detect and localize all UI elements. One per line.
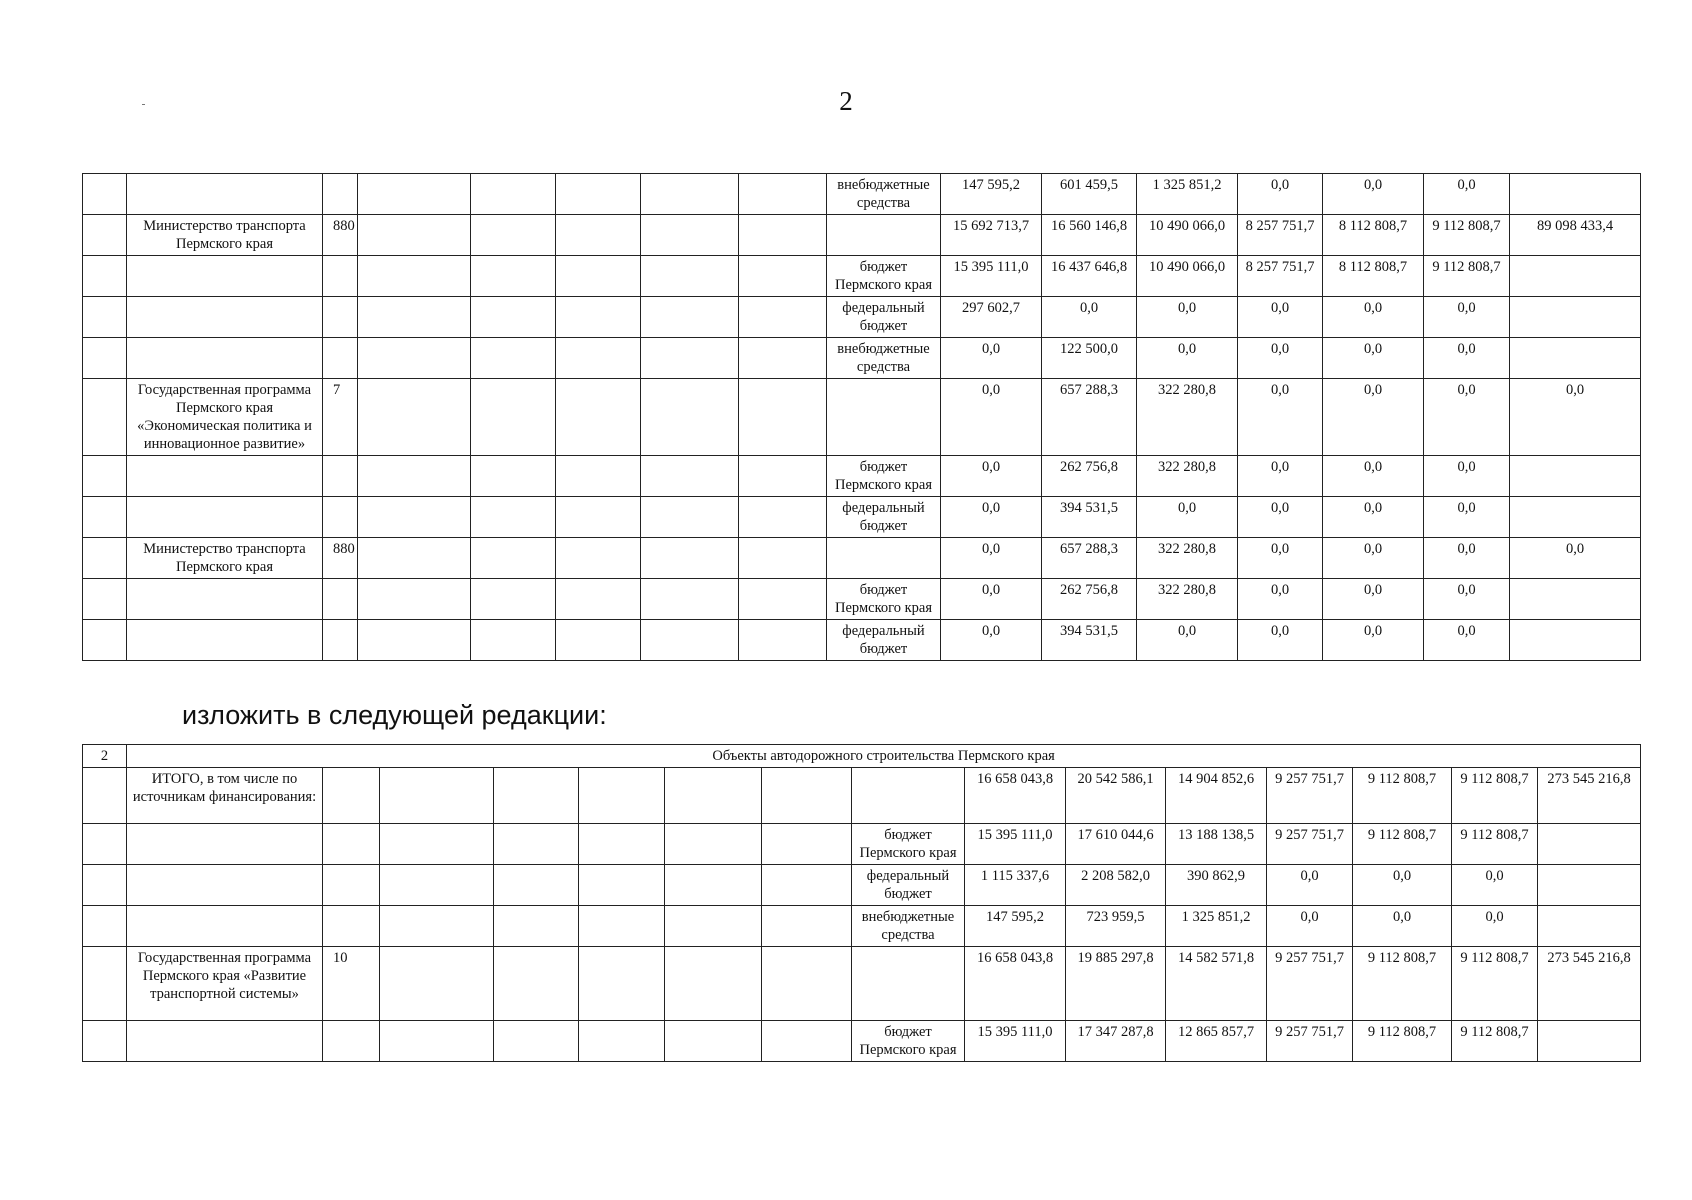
table-cell: 657 288,3	[1042, 379, 1137, 456]
table-cell: 14 582 571,8	[1166, 947, 1267, 1021]
table-cell	[665, 906, 762, 947]
table-cell	[556, 379, 641, 456]
table-cell	[827, 379, 941, 456]
table-cell	[556, 297, 641, 338]
table-cell	[380, 947, 494, 1021]
table-cell: 0,0	[1238, 620, 1323, 661]
table-cell: 262 756,8	[1042, 579, 1137, 620]
table-cell	[471, 338, 556, 379]
table-cell: 16 437 646,8	[1042, 256, 1137, 297]
table-cell: 0,0	[1424, 297, 1510, 338]
table-cell	[641, 379, 739, 456]
table-cell	[323, 865, 380, 906]
table-cell	[1538, 1021, 1641, 1062]
table-cell	[380, 1021, 494, 1062]
table-cell	[494, 768, 579, 824]
table-cell: 122 500,0	[1042, 338, 1137, 379]
revision-heading: изложить в следующей редакции:	[182, 700, 607, 730]
table-cell: 9 112 808,7	[1452, 947, 1538, 1021]
table-cell: 0,0	[1424, 579, 1510, 620]
table-cell	[827, 215, 941, 256]
table-cell: 9 257 751,7	[1267, 1021, 1353, 1062]
table-cell: 12 865 857,7	[1166, 1021, 1267, 1062]
table-cell	[127, 579, 323, 620]
table-cell	[579, 1021, 665, 1062]
table-cell	[83, 497, 127, 538]
table-row	[83, 215, 1641, 256]
table-cell: 8 112 808,7	[1323, 256, 1424, 297]
table-cell	[471, 620, 556, 661]
table-cell: 9 112 808,7	[1452, 768, 1538, 824]
table-cell	[380, 906, 494, 947]
table-cell: 20 542 586,1	[1066, 768, 1166, 824]
table-cell	[380, 768, 494, 824]
table-cell	[579, 906, 665, 947]
table-row	[83, 1021, 1641, 1062]
table-cell: 657 288,3	[1042, 538, 1137, 579]
table-cell	[1538, 865, 1641, 906]
table-cell: 0,0	[941, 579, 1042, 620]
table-cell: 17 347 287,8	[1066, 1021, 1166, 1062]
table-cell: 0,0	[1424, 174, 1510, 215]
table-cell: 10 490 066,0	[1137, 215, 1238, 256]
table-cell	[739, 620, 827, 661]
table-cell	[1510, 456, 1641, 497]
table-cell	[762, 1021, 852, 1062]
table-cell: 1 115 337,6	[965, 865, 1066, 906]
table-row	[83, 538, 1641, 579]
table-cell: 15 395 111,0	[965, 1021, 1066, 1062]
table-cell	[127, 1021, 323, 1062]
table-cell: 0,0	[941, 456, 1042, 497]
table-cell: 9 112 808,7	[1452, 824, 1538, 865]
table-cell: 0,0	[1353, 865, 1452, 906]
table-cell	[1510, 497, 1641, 538]
table-cell	[380, 865, 494, 906]
table-cell: 15 395 111,0	[965, 824, 1066, 865]
table-cell	[83, 379, 127, 456]
table-cell	[323, 256, 358, 297]
table-cell	[739, 538, 827, 579]
table-cell: 0,0	[1137, 620, 1238, 661]
table-cell	[579, 824, 665, 865]
table-cell	[471, 215, 556, 256]
table-cell: 322 280,8	[1137, 379, 1238, 456]
table-cell: внебюджетные средства	[827, 174, 941, 215]
table-cell	[323, 768, 380, 824]
table-cell: 0,0	[1238, 338, 1323, 379]
table-cell	[556, 538, 641, 579]
table-cell: 0,0	[1323, 456, 1424, 497]
table-cell: 0,0	[1238, 538, 1323, 579]
table-cell: федеральный бюджет	[852, 865, 965, 906]
table-cell	[471, 174, 556, 215]
table-cell: 9 112 808,7	[1353, 824, 1452, 865]
table-cell	[471, 497, 556, 538]
table-cell	[83, 824, 127, 865]
table-row	[83, 865, 1641, 906]
table-cell: 390 862,9	[1166, 865, 1267, 906]
table-cell	[762, 768, 852, 824]
section-row	[83, 745, 1641, 768]
table-cell	[471, 297, 556, 338]
table-cell: 0,0	[941, 620, 1042, 661]
table-cell	[323, 497, 358, 538]
table-cell	[83, 906, 127, 947]
table-cell: 10 490 066,0	[1137, 256, 1238, 297]
table-cell: 0,0	[1323, 538, 1424, 579]
table-cell	[739, 297, 827, 338]
table-cell: 147 595,2	[941, 174, 1042, 215]
table-cell	[323, 579, 358, 620]
table-cell: 8 112 808,7	[1323, 215, 1424, 256]
table-cell: 0,0	[1238, 456, 1323, 497]
table-cell: 9 112 808,7	[1353, 768, 1452, 824]
table-cell	[762, 906, 852, 947]
table-cell	[739, 456, 827, 497]
page-number: 2	[839, 86, 853, 116]
table-cell	[556, 456, 641, 497]
table-cell	[471, 256, 556, 297]
table-cell	[83, 538, 127, 579]
table-cell: 322 280,8	[1137, 456, 1238, 497]
table-cell: 0,0	[1424, 338, 1510, 379]
table-cell: 0,0	[1323, 579, 1424, 620]
table-cell	[579, 768, 665, 824]
table-cell: 17 610 044,6	[1066, 824, 1166, 865]
table-cell: 297 602,7	[941, 297, 1042, 338]
table-cell	[641, 497, 739, 538]
table-cell	[494, 1021, 579, 1062]
table-cell	[83, 865, 127, 906]
budget-table-new	[82, 744, 1641, 1062]
table-cell	[827, 538, 941, 579]
table-cell: 1 325 851,2	[1137, 174, 1238, 215]
table-cell: 880	[323, 538, 358, 579]
table-cell: 0,0	[941, 379, 1042, 456]
table-cell: 0,0	[1323, 620, 1424, 661]
table-cell	[641, 338, 739, 379]
table-cell: 0,0	[1452, 906, 1538, 947]
table-cell: 0,0	[1137, 497, 1238, 538]
table-cell	[83, 620, 127, 661]
table-cell	[127, 906, 323, 947]
table-row	[83, 947, 1641, 1021]
table-cell	[739, 256, 827, 297]
table-cell: 0,0	[941, 338, 1042, 379]
table-cell: 0,0	[941, 538, 1042, 579]
table-cell: 8 257 751,7	[1238, 256, 1323, 297]
table-cell: 0,0	[1323, 497, 1424, 538]
table-cell: 273 545 216,8	[1538, 947, 1641, 1021]
table-cell	[556, 256, 641, 297]
table-row	[83, 497, 1641, 538]
table-cell	[1510, 338, 1641, 379]
table-cell: бюджет Пермского края	[827, 256, 941, 297]
table-cell	[556, 174, 641, 215]
table-cell	[323, 297, 358, 338]
table-cell: 0,0	[1267, 865, 1353, 906]
table-cell: 16 560 146,8	[1042, 215, 1137, 256]
table-cell	[323, 338, 358, 379]
table-cell	[358, 538, 471, 579]
table-cell	[1538, 906, 1641, 947]
table-cell: внебюджетные средства	[827, 338, 941, 379]
table-cell: 880	[323, 215, 358, 256]
table-cell	[358, 579, 471, 620]
table-cell	[556, 338, 641, 379]
table-cell: Министерство транспорта Пермского края	[127, 538, 323, 579]
table-cell: 14 904 852,6	[1166, 768, 1267, 824]
table-cell: 322 280,8	[1137, 538, 1238, 579]
table-cell	[83, 1021, 127, 1062]
table-cell	[665, 824, 762, 865]
table-cell	[556, 215, 641, 256]
table-cell: 9 257 751,7	[1267, 768, 1353, 824]
table-cell: бюджет Пермского края	[827, 456, 941, 497]
table-cell	[471, 379, 556, 456]
table-cell: 1 325 851,2	[1166, 906, 1267, 947]
table-cell: 0,0	[941, 497, 1042, 538]
table-cell: бюджет Пермского края	[852, 824, 965, 865]
table-cell: 0,0	[1424, 379, 1510, 456]
table-cell	[323, 906, 380, 947]
table-cell	[641, 174, 739, 215]
table-cell	[471, 579, 556, 620]
table-cell: федеральный бюджет	[827, 497, 941, 538]
table-cell: 0,0	[1238, 174, 1323, 215]
table-cell	[1510, 256, 1641, 297]
table-cell: 13 188 138,5	[1166, 824, 1267, 865]
table-cell: 0,0	[1510, 538, 1641, 579]
table-cell	[83, 215, 127, 256]
table-cell: 2 208 582,0	[1066, 865, 1166, 906]
table-cell	[358, 456, 471, 497]
table-cell: 9 112 808,7	[1353, 947, 1452, 1021]
table-cell: Министерство транспорта Пермского края	[127, 215, 323, 256]
table-cell: 262 756,8	[1042, 456, 1137, 497]
section-number: 2	[83, 745, 127, 768]
table-cell	[665, 947, 762, 1021]
table-cell	[358, 338, 471, 379]
table-cell: 0,0	[1137, 297, 1238, 338]
table-cell	[358, 174, 471, 215]
table-cell: 19 885 297,8	[1066, 947, 1166, 1021]
table-cell	[358, 297, 471, 338]
table-cell: 9 112 808,7	[1424, 215, 1510, 256]
table-cell	[641, 256, 739, 297]
table-cell	[739, 379, 827, 456]
table-cell: 0,0	[1510, 379, 1641, 456]
table-cell: 394 531,5	[1042, 620, 1137, 661]
table-row	[83, 174, 1641, 215]
table-cell	[641, 215, 739, 256]
table-cell: 0,0	[1424, 456, 1510, 497]
table-row	[83, 297, 1641, 338]
table-cell	[762, 824, 852, 865]
table-cell: 147 595,2	[965, 906, 1066, 947]
table-cell	[471, 538, 556, 579]
table-cell	[665, 865, 762, 906]
table-cell	[641, 297, 739, 338]
table-cell	[358, 620, 471, 661]
table-cell: федеральный бюджет	[827, 297, 941, 338]
table-cell: Государственная программа Пермского края «Развитие транспортной системы»	[127, 947, 323, 1021]
table-cell: ИТОГО, в том числе по источникам финансирования:	[127, 768, 323, 824]
table-cell	[83, 456, 127, 497]
budget-table-old	[82, 173, 1641, 661]
table-cell: 322 280,8	[1137, 579, 1238, 620]
table-cell: 0,0	[1424, 497, 1510, 538]
table-cell: 273 545 216,8	[1538, 768, 1641, 824]
table-cell	[641, 456, 739, 497]
table-cell	[641, 579, 739, 620]
table-cell	[852, 947, 965, 1021]
table-cell	[739, 497, 827, 538]
table-cell	[471, 456, 556, 497]
table-cell	[358, 256, 471, 297]
table-cell	[127, 497, 323, 538]
table-cell	[739, 338, 827, 379]
table-cell: 9 257 751,7	[1267, 824, 1353, 865]
table-cell: 0,0	[1353, 906, 1452, 947]
table-cell	[641, 620, 739, 661]
table-cell: 8 257 751,7	[1238, 215, 1323, 256]
table-row	[83, 338, 1641, 379]
scan-mark	[142, 104, 145, 105]
table-cell: 0,0	[1238, 579, 1323, 620]
table-cell	[127, 824, 323, 865]
table-cell	[579, 947, 665, 1021]
table-cell	[83, 947, 127, 1021]
table-cell	[358, 215, 471, 256]
table-cell: Государственная программа Пермского края «Экономическая политика и инновационное развитие»	[127, 379, 323, 456]
table-cell	[358, 497, 471, 538]
table-cell	[641, 538, 739, 579]
table-cell: бюджет Пермского края	[827, 579, 941, 620]
table-cell	[1510, 579, 1641, 620]
table-cell: 0,0	[1452, 865, 1538, 906]
table-cell: 0,0	[1323, 174, 1424, 215]
table-cell	[1510, 174, 1641, 215]
table-cell: 0,0	[1238, 379, 1323, 456]
table-cell	[494, 865, 579, 906]
table-cell: 0,0	[1137, 338, 1238, 379]
table-cell	[556, 620, 641, 661]
table-cell: 9 112 808,7	[1452, 1021, 1538, 1062]
table-cell: 16 658 043,8	[965, 768, 1066, 824]
table-cell	[1510, 620, 1641, 661]
table-cell: бюджет Пермского края	[852, 1021, 965, 1062]
table-cell	[83, 174, 127, 215]
table-cell: 7	[323, 379, 358, 456]
table-cell: 723 959,5	[1066, 906, 1166, 947]
table-cell	[494, 947, 579, 1021]
table-cell: 0,0	[1323, 297, 1424, 338]
table-cell	[380, 824, 494, 865]
table-cell: 0,0	[1238, 297, 1323, 338]
table-cell: 16 658 043,8	[965, 947, 1066, 1021]
table-cell	[83, 256, 127, 297]
table-cell: 0,0	[1267, 906, 1353, 947]
table-cell: 601 459,5	[1042, 174, 1137, 215]
table-cell: федеральный бюджет	[827, 620, 941, 661]
table-cell: 394 531,5	[1042, 497, 1137, 538]
table-cell	[739, 579, 827, 620]
table-cell	[127, 456, 323, 497]
table-cell: 0,0	[1424, 620, 1510, 661]
table-row	[83, 379, 1641, 456]
table-cell: 0,0	[1238, 497, 1323, 538]
table-cell	[323, 620, 358, 661]
table-cell	[323, 824, 380, 865]
table-cell	[665, 768, 762, 824]
table-cell	[323, 174, 358, 215]
table-cell	[127, 297, 323, 338]
table-cell	[358, 379, 471, 456]
table-cell	[665, 1021, 762, 1062]
table-row	[83, 824, 1641, 865]
table-cell: 0,0	[1323, 338, 1424, 379]
table-cell	[1510, 297, 1641, 338]
table-cell	[494, 824, 579, 865]
table-cell: 10	[323, 947, 380, 1021]
table-cell: 15 395 111,0	[941, 256, 1042, 297]
table-cell	[127, 174, 323, 215]
table-cell	[1538, 824, 1641, 865]
table-cell	[494, 906, 579, 947]
table-cell: 0,0	[1424, 538, 1510, 579]
table-cell: 9 257 751,7	[1267, 947, 1353, 1021]
table-cell: 15 692 713,7	[941, 215, 1042, 256]
table-cell	[739, 174, 827, 215]
table-cell: внебюджетные средства	[852, 906, 965, 947]
table-cell	[323, 1021, 380, 1062]
table-row	[83, 456, 1641, 497]
table-row	[83, 579, 1641, 620]
table-cell	[83, 768, 127, 824]
table-cell	[127, 338, 323, 379]
table-cell	[127, 620, 323, 661]
table-cell	[127, 865, 323, 906]
table-cell: 89 098 433,4	[1510, 215, 1641, 256]
table-cell: 0,0	[1042, 297, 1137, 338]
table-cell	[579, 865, 665, 906]
table-cell	[323, 456, 358, 497]
table-cell	[83, 338, 127, 379]
section-title: Объекты автодорожного строительства Пермского края	[127, 745, 1641, 768]
table-cell	[762, 865, 852, 906]
table-cell	[83, 579, 127, 620]
table-row	[83, 768, 1641, 824]
table-cell	[762, 947, 852, 1021]
table-cell	[739, 215, 827, 256]
table-row	[83, 620, 1641, 661]
table-cell	[852, 768, 965, 824]
table-cell: 9 112 808,7	[1424, 256, 1510, 297]
table-cell	[83, 297, 127, 338]
table-row	[83, 906, 1641, 947]
table-cell	[556, 579, 641, 620]
table-cell	[127, 256, 323, 297]
table-cell: 0,0	[1323, 379, 1424, 456]
table-cell: 9 112 808,7	[1353, 1021, 1452, 1062]
table-row	[83, 256, 1641, 297]
table-cell	[556, 497, 641, 538]
